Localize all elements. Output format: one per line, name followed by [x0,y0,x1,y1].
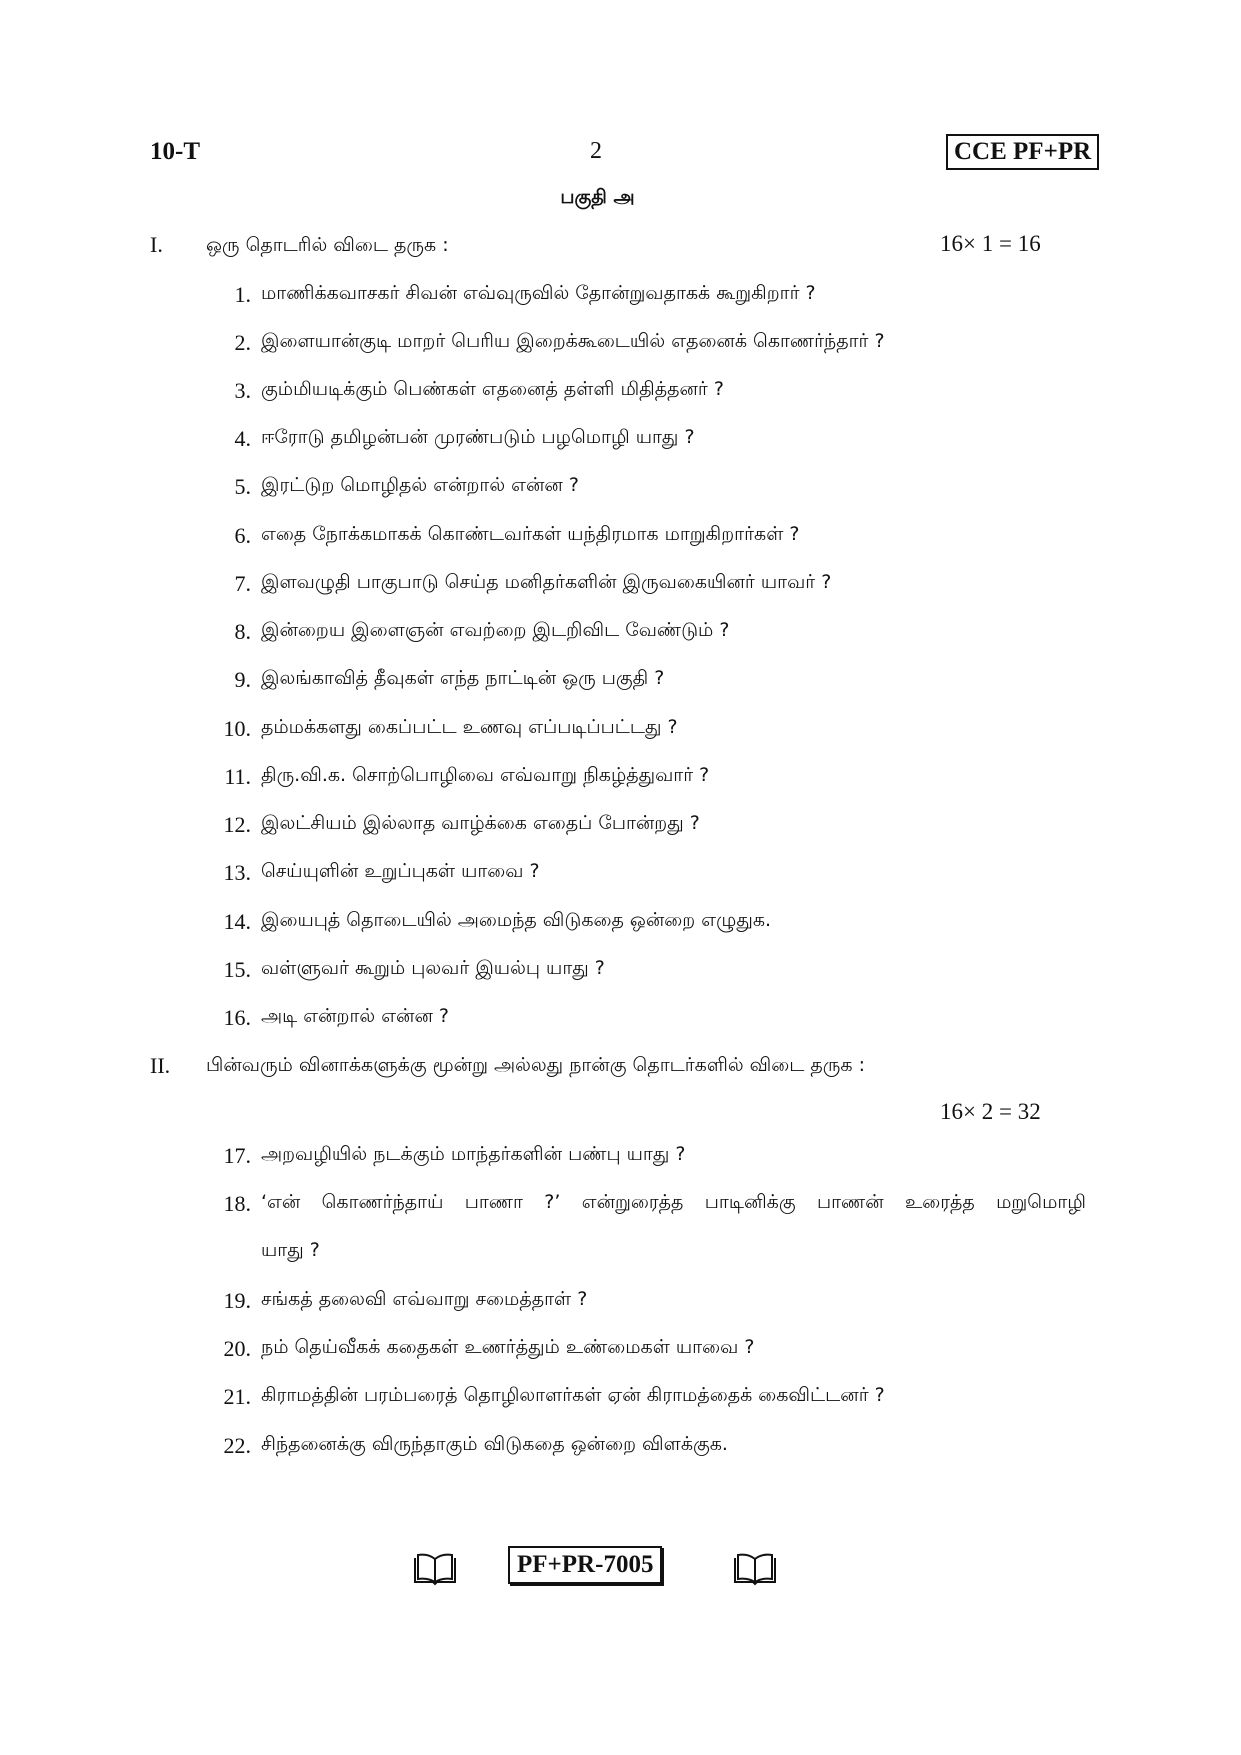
question-text: கிராமத்தின் பரம்பரைத் தொழிலாளர்கள் ஏன் கிராமத்தைக் கைவிட்டனர் ? [261,1384,885,1406]
paper-code: 10-T [150,138,200,165]
question-number: 7. [234,571,251,596]
question-number: 2. [234,330,251,355]
question-text: இலட்சியம் இல்லாத வாழ்க்கை எதைப் போன்றது ? [261,812,700,834]
question-number: 21. [223,1384,251,1409]
question-number: 1. [234,282,251,307]
question-text: செய்யுளின் உறுப்புகள் யாவை ? [261,860,540,882]
page-number: 2 [590,138,602,164]
question-number: 5. [234,474,251,499]
question-number: 18. [223,1191,251,1216]
question-number: 14. [223,909,251,934]
question-text-continuation: யாது ? [261,1239,320,1261]
question-number: 22. [223,1433,251,1458]
question-text: தம்மக்களது கைப்பட்ட உணவு எப்படிப்பட்டது ? [261,716,678,738]
question-text: மாணிக்கவாசகர் சிவன் எவ்வுருவில் தோன்றுவதாகக் கூறுகிறார் ? [261,282,816,304]
question-text: இன்றைய இளைஞன் எவற்றை இடறிவிட வேண்டும் ? [261,619,730,641]
open-book-icon [732,1552,778,1586]
question-number: 4. [234,426,251,451]
question-number: 15. [223,957,251,982]
section-1-instruction: ஒரு தொடரில் விடை தருக : [206,234,449,256]
section-2-number: II. [150,1053,171,1078]
scheme-badge: CCE PF+PR [946,134,1099,170]
question-text: திரு.வி.க. சொற்பொழிவை எவ்வாறு நிகழ்த்துவார் ? [261,764,710,786]
question-number: 13. [223,860,251,885]
question-text: அறவழியில் நடக்கும் மாந்தர்களின் பண்பு யாது ? [261,1143,686,1165]
question-number: 8. [234,619,251,644]
question-text: கும்மியடிக்கும் பெண்கள் எதனைத் தள்ளி மிதித்தனர் ? [261,378,724,400]
section-1-marks: 16× 1 = 16 [940,231,1041,256]
question-number: 17. [223,1143,251,1168]
question-text: இளையான்குடி மாறர் பெரிய இறைக்கூடையில் எதனைக் கொணர்ந்தார் ? [261,330,885,352]
question-number: 16. [223,1005,251,1030]
page-footer [0,1544,1241,1594]
question-text: வள்ளுவர் கூறும் புலவர் இயல்பு யாது ? [261,957,605,979]
question-text: இயைபுத் தொடையில் அமைந்த விடுகதை ஒன்றை எழுதுக. [261,909,772,931]
question-number: 6. [234,523,251,548]
question-text: ‘என் கொணர்ந்தாய் பாணா ?’ என்றுரைத்த பாடினிக்கு பாணன் உரைத்த மறுமொழி [261,1191,1086,1213]
question-number: 9. [234,667,251,692]
part-title: பகுதி அ [560,186,635,208]
question-text: சிந்தனைக்கு விருந்தாகும் விடுகதை ஒன்றை விளக்குக. [261,1433,728,1455]
question-number: 12. [223,812,251,837]
question-number: 3. [234,378,251,403]
question-text: எதை நோக்கமாகக் கொண்டவர்கள் யந்திரமாக மாறுகிறார்கள் ? [261,523,800,545]
question-number: 19. [223,1288,251,1313]
question-text: அடி என்றால் என்ன ? [261,1005,449,1027]
question-item [206,1191,1086,1271]
question-text: இரட்டுற மொழிதல் என்றால் என்ன ? [261,474,579,496]
question-text: நம் தெய்வீகக் கதைகள் உணர்த்தும் உண்மைகள் யாவை ? [261,1336,755,1358]
question-text: இளவழுதி பாகுபாடு செய்த மனிதர்களின் இருவகையினர் யாவர் ? [261,571,832,593]
question-number: 20. [223,1336,251,1361]
question-number: 11. [224,764,251,789]
question-number: 10. [223,716,251,741]
question-text: சங்கத் தலைவி எவ்வாறு சமைத்தாள் ? [261,1288,588,1310]
section-2-marks: 16× 2 = 32 [940,1099,1041,1124]
open-book-icon [412,1552,458,1586]
question-text: இலங்காவித் தீவுகள் எந்த நாட்டின் ஒரு பகுதி ? [261,667,665,689]
paper-code-box: PF+PR-7005 [508,1546,662,1584]
section-2-instruction: பின்வரும் வினாக்களுக்கு மூன்று அல்லது நான்கு தொடர்களில் விடை தருக : [206,1054,865,1076]
question-text: ஈரோடு தமிழன்பன் முரண்படும் பழமொழி யாது ? [261,426,695,448]
section-1-number: I. [150,232,163,257]
